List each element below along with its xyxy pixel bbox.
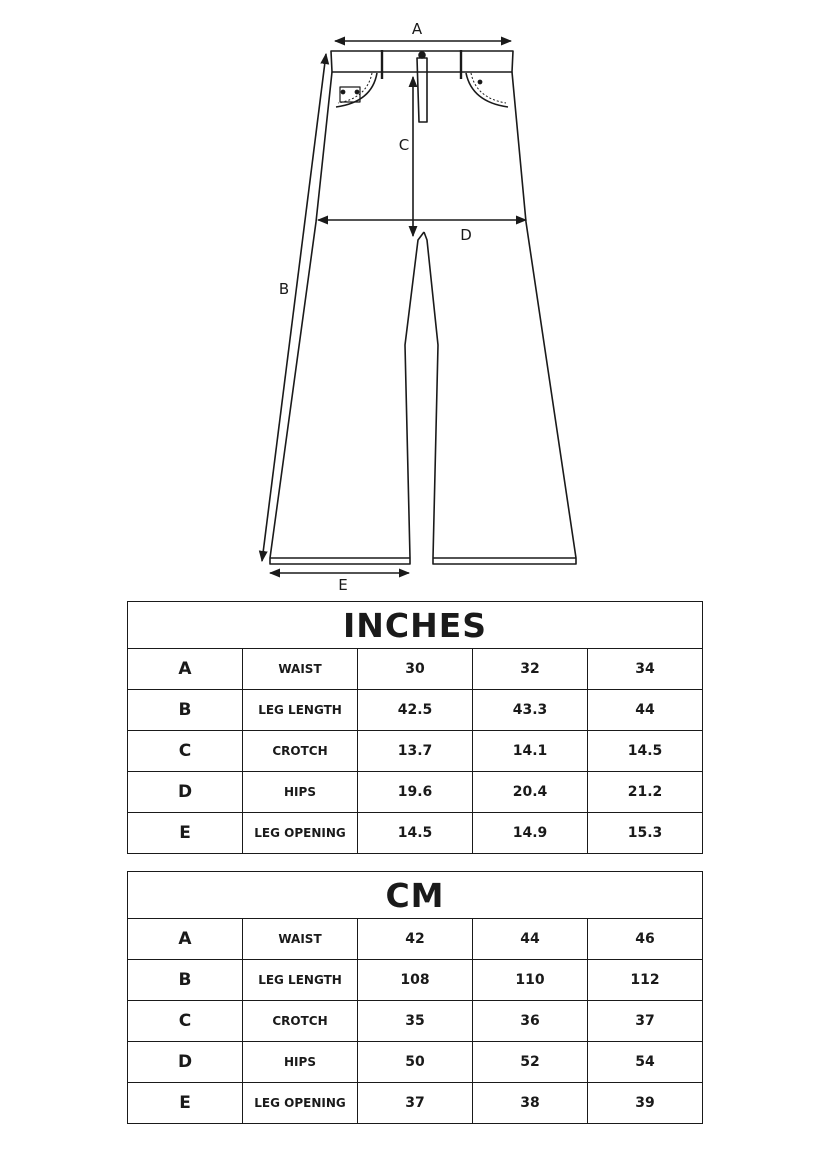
measure-letter: E bbox=[128, 813, 243, 854]
measure-name: CROTCH bbox=[243, 731, 358, 772]
size-value: 108 bbox=[358, 960, 473, 1001]
size-value: 52 bbox=[473, 1042, 588, 1083]
table-title: CM bbox=[128, 872, 703, 919]
size-value: 14.5 bbox=[588, 731, 703, 772]
measure-name: HIPS bbox=[243, 1042, 358, 1083]
size-value: 44 bbox=[473, 919, 588, 960]
measure-labels bbox=[279, 20, 472, 594]
measure-letter: C bbox=[128, 731, 243, 772]
size-value: 112 bbox=[588, 960, 703, 1001]
table-row bbox=[128, 690, 703, 731]
table-title: INCHES bbox=[128, 602, 703, 649]
measure-name: LEG OPENING bbox=[243, 1083, 358, 1124]
table-row bbox=[128, 813, 703, 854]
size-value: 19.6 bbox=[358, 772, 473, 813]
measure-letter: E bbox=[128, 1083, 243, 1124]
right-pocket-inner bbox=[471, 73, 506, 103]
rivet-icon bbox=[355, 90, 358, 93]
measure-name: CROTCH bbox=[243, 1001, 358, 1042]
measure-letter: D bbox=[128, 1042, 243, 1083]
measure-name: WAIST bbox=[243, 649, 358, 690]
table-row bbox=[128, 772, 703, 813]
label-b: B bbox=[278, 280, 290, 298]
size-value: 37 bbox=[358, 1083, 473, 1124]
size-value: 32 bbox=[473, 649, 588, 690]
size-value: 14.1 bbox=[473, 731, 588, 772]
measure-name: WAIST bbox=[243, 919, 358, 960]
measure-letter: A bbox=[128, 649, 243, 690]
size-value: 14.9 bbox=[473, 813, 588, 854]
table-row bbox=[128, 1001, 703, 1042]
rivet-icon bbox=[341, 90, 344, 93]
size-value: 42 bbox=[358, 919, 473, 960]
size-value: 21.2 bbox=[588, 772, 703, 813]
size-value: 30 bbox=[358, 649, 473, 690]
size-value: 35 bbox=[358, 1001, 473, 1042]
button-icon bbox=[419, 52, 425, 58]
label-d: D bbox=[460, 226, 472, 244]
size-value: 14.5 bbox=[358, 813, 473, 854]
fly bbox=[417, 58, 427, 122]
table-row bbox=[128, 919, 703, 960]
table-row bbox=[128, 1083, 703, 1124]
label-e: E bbox=[338, 576, 348, 594]
measure-name: LEG LENGTH bbox=[243, 690, 358, 731]
measure-b-arrow bbox=[262, 54, 326, 561]
size-value: 43.3 bbox=[473, 690, 588, 731]
size-value: 15.3 bbox=[588, 813, 703, 854]
inches-size-table bbox=[127, 601, 703, 854]
left-pocket-inner bbox=[338, 73, 372, 103]
size-value: 44 bbox=[588, 690, 703, 731]
size-value: 50 bbox=[358, 1042, 473, 1083]
table-row bbox=[128, 960, 703, 1001]
size-value: 38 bbox=[473, 1083, 588, 1124]
size-value: 34 bbox=[588, 649, 703, 690]
measure-letter: B bbox=[128, 690, 243, 731]
size-value: 110 bbox=[473, 960, 588, 1001]
size-value: 20.4 bbox=[473, 772, 588, 813]
cm-size-table bbox=[127, 871, 703, 1124]
size-value: 13.7 bbox=[358, 731, 473, 772]
measure-name: LEG OPENING bbox=[243, 813, 358, 854]
size-value: 37 bbox=[588, 1001, 703, 1042]
size-value: 54 bbox=[588, 1042, 703, 1083]
table-row bbox=[128, 649, 703, 690]
measure-name: HIPS bbox=[243, 772, 358, 813]
label-c: C bbox=[398, 136, 410, 154]
size-value: 36 bbox=[473, 1001, 588, 1042]
table-row bbox=[128, 1042, 703, 1083]
label-a: A bbox=[411, 20, 423, 38]
size-value: 46 bbox=[588, 919, 703, 960]
size-value: 42.5 bbox=[358, 690, 473, 731]
rivet-icon bbox=[478, 80, 481, 83]
measure-letter: B bbox=[128, 960, 243, 1001]
measure-letter: D bbox=[128, 772, 243, 813]
table-row bbox=[128, 731, 703, 772]
measure-letter: C bbox=[128, 1001, 243, 1042]
measure-letter: A bbox=[128, 919, 243, 960]
measure-lines bbox=[262, 41, 526, 573]
measure-name: LEG LENGTH bbox=[243, 960, 358, 1001]
size-value: 39 bbox=[588, 1083, 703, 1124]
right-leg bbox=[424, 72, 576, 564]
pants-outline bbox=[270, 50, 576, 564]
